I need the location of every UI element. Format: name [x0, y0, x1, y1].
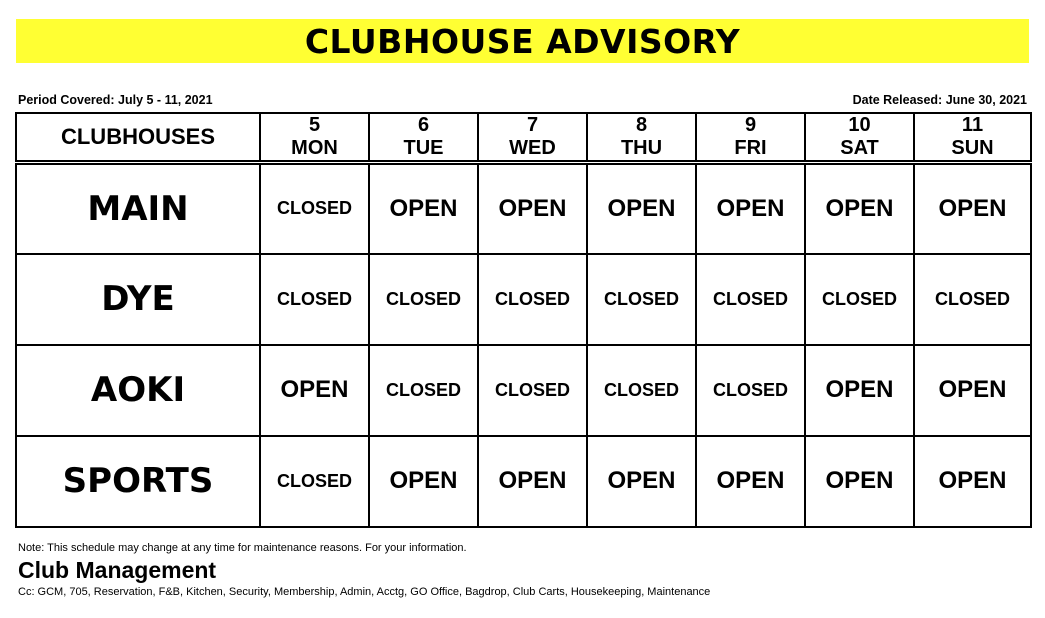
clubhouse-name: MAIN	[16, 163, 260, 254]
status-cell: OPEN	[696, 163, 805, 254]
table-row-dye	[16, 254, 1031, 345]
day-header-sat	[805, 113, 914, 163]
status-cell: OPEN	[805, 345, 914, 436]
title-banner	[16, 19, 1029, 63]
status-cell: CLOSED	[587, 345, 696, 436]
status-cell: OPEN	[914, 163, 1031, 254]
status-cell: CLOSED	[369, 254, 478, 345]
day-name: MON	[291, 137, 338, 159]
signature-club-management: Club Management	[18, 557, 217, 583]
page-title: CLUBHOUSE ADVISORY	[304, 21, 741, 61]
period-covered: Period Covered: July 5 - 11, 2021	[18, 93, 213, 107]
cc-list: Cc: GCM, 705, Reservation, F&B, Kitchen, Security, Membership, Admin, Acctg, GO Office, Bagdrop, Club Carts, Housekeeping, Maintenance	[18, 586, 711, 598]
day-header-mon	[260, 113, 369, 163]
status-cell: OPEN	[478, 163, 587, 254]
clubhouse-name: AOKI	[16, 345, 260, 436]
clubhouses-header: CLUBHOUSES	[16, 113, 260, 163]
day-number: 6	[417, 114, 430, 136]
day-name: FRI	[734, 137, 767, 159]
day-header-sun	[914, 113, 1031, 163]
status-cell: OPEN	[369, 163, 478, 254]
day-number: 7	[526, 114, 539, 136]
status-cell: CLOSED	[260, 254, 369, 345]
status-cell: OPEN	[478, 436, 587, 527]
day-name: SUN	[951, 137, 994, 159]
table-row-sports	[16, 436, 1031, 527]
status-cell: OPEN	[369, 436, 478, 527]
table-row-aoki	[16, 345, 1031, 436]
day-name: TUE	[403, 137, 444, 159]
header-row	[16, 113, 1031, 163]
schedule-note: Note: This schedule may change at any time for maintenance reasons. For your information.	[18, 542, 467, 554]
status-cell: CLOSED	[696, 254, 805, 345]
date-released: Date Released: June 30, 2021	[852, 93, 1027, 107]
status-cell: OPEN	[805, 163, 914, 254]
status-cell: CLOSED	[805, 254, 914, 345]
day-name: SAT	[840, 137, 879, 159]
status-cell: OPEN	[914, 436, 1031, 527]
clubhouse-name: DYE	[16, 254, 260, 345]
day-number: 8	[635, 114, 648, 136]
status-cell: OPEN	[587, 436, 696, 527]
status-cell: OPEN	[805, 436, 914, 527]
day-header-thu	[587, 113, 696, 163]
status-cell: OPEN	[260, 345, 369, 436]
status-cell: CLOSED	[696, 345, 805, 436]
schedule-table	[15, 112, 1032, 528]
status-cell: OPEN	[914, 345, 1031, 436]
clubhouse-name: SPORTS	[16, 436, 260, 527]
status-cell: OPEN	[587, 163, 696, 254]
day-header-wed	[478, 113, 587, 163]
status-cell: CLOSED	[260, 163, 369, 254]
day-header-fri	[696, 113, 805, 163]
status-cell: CLOSED	[587, 254, 696, 345]
day-header-tue	[369, 113, 478, 163]
status-cell: CLOSED	[914, 254, 1031, 345]
day-number: 9	[744, 114, 757, 136]
status-cell: OPEN	[696, 436, 805, 527]
day-number: 5	[308, 114, 321, 136]
day-name: THU	[620, 137, 663, 159]
day-number: 11	[961, 114, 984, 136]
table-row-main	[16, 163, 1031, 254]
status-cell: CLOSED	[478, 345, 587, 436]
status-cell: CLOSED	[260, 436, 369, 527]
status-cell: CLOSED	[369, 345, 478, 436]
status-cell: CLOSED	[478, 254, 587, 345]
day-number: 10	[848, 114, 871, 136]
day-name: WED	[509, 137, 556, 159]
